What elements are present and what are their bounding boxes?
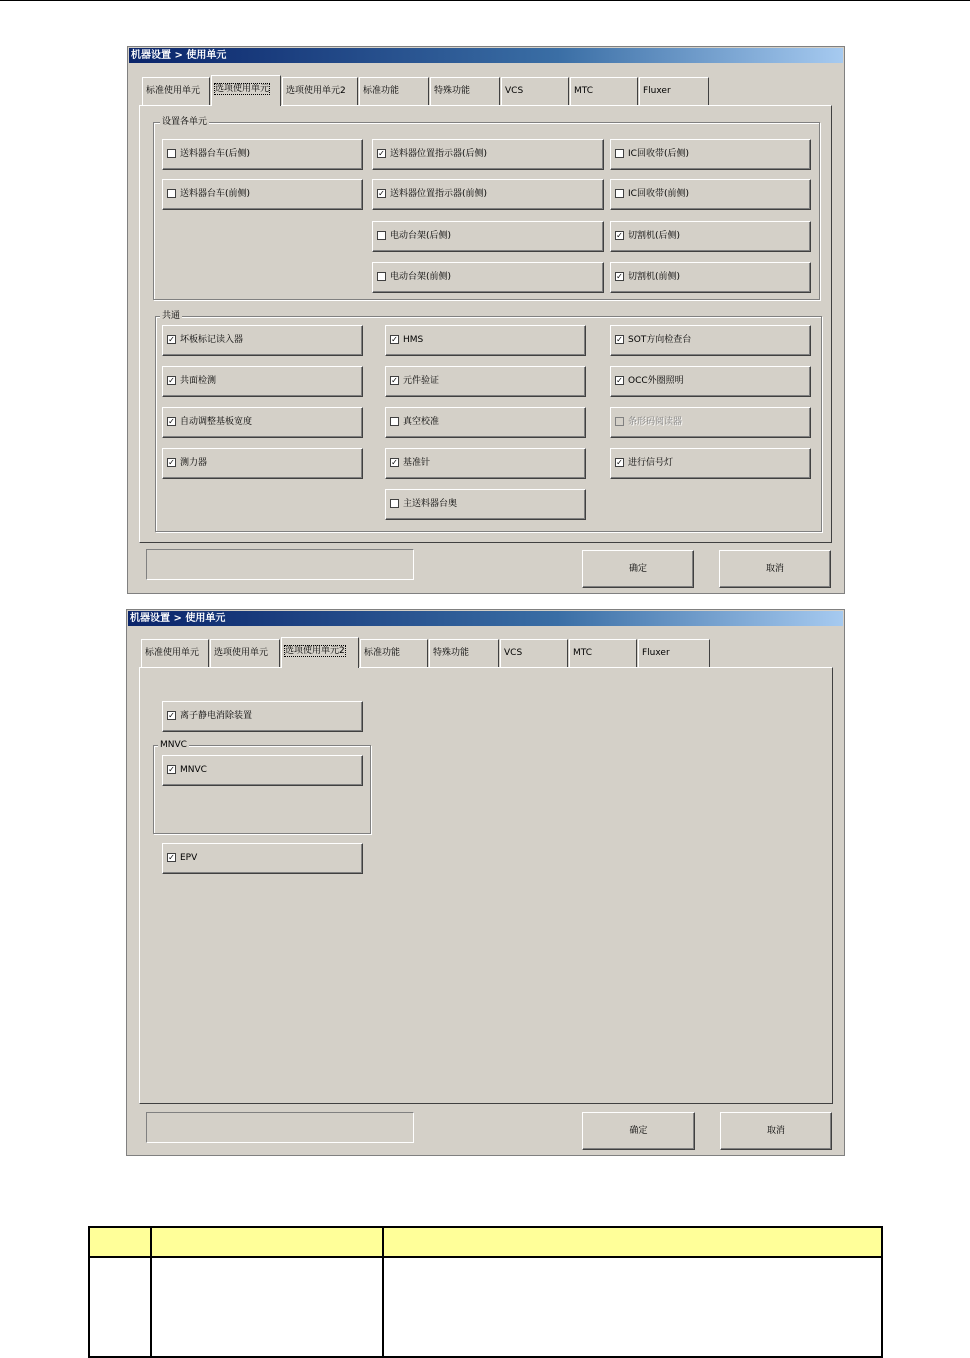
tab-panel: [139, 105, 832, 543]
ok-button[interactable]: 确定: [582, 1112, 695, 1150]
checkbox-box[interactable]: ✓: [378, 189, 385, 198]
tab-option-units[interactable]: 选项使用单元: [211, 75, 281, 106]
tab-fluxer[interactable]: Fluxer: [639, 77, 709, 105]
ok-button[interactable]: 确定: [582, 550, 694, 588]
tab-option-units-2[interactable]: 选项使用单元2: [281, 637, 359, 668]
checkbox-coplanarity[interactable]: ✓ 共面检测: [162, 366, 363, 397]
table-cell: [151, 1257, 383, 1357]
table-header-cell: [151, 1227, 383, 1257]
checkbox-box[interactable]: ✓: [168, 417, 175, 426]
checkbox-occ-lighting[interactable]: ✓ OCC外圈照明: [610, 366, 811, 397]
checkbox-box[interactable]: ✓: [168, 458, 175, 467]
tab-panel: [139, 667, 833, 1104]
tab-standard-units[interactable]: 标准使用单元: [142, 77, 210, 105]
table-header-row: [89, 1227, 882, 1257]
checkbox-bad-mark-reader[interactable]: ✓ 坏板标记读入器: [162, 325, 363, 356]
checkbox-cutter-front[interactable]: ✓ 切割机(前侧): [610, 262, 811, 293]
checkbox-box[interactable]: ✓: [616, 458, 623, 467]
checkbox-box[interactable]: ✓: [391, 376, 398, 385]
dialog-options-units: [127, 46, 845, 594]
checkbox-box[interactable]: ✓: [168, 765, 175, 774]
tab-mtc[interactable]: MTC: [569, 639, 637, 667]
checkbox-ic-recovery-rear[interactable]: IC回收带(后侧): [610, 139, 811, 170]
checkbox-box[interactable]: ✓: [168, 376, 175, 385]
checkbox-feeder-cart-rear[interactable]: 送料器台车(后侧): [162, 139, 363, 170]
checkbox-feeder-indicator-rear[interactable]: ✓ 送料器位置指示器(后侧): [372, 139, 604, 170]
table-header-cell: [89, 1227, 151, 1257]
checkbox-barcode-reader: 条形码阅读器: [610, 407, 811, 438]
checkbox-box[interactable]: ✓: [391, 458, 398, 467]
checkbox-box[interactable]: ✓: [391, 335, 398, 344]
checkbox-box[interactable]: [377, 231, 386, 240]
checkbox-box[interactable]: [377, 272, 386, 281]
doc-table: [88, 1226, 883, 1358]
checkbox-box[interactable]: ✓: [616, 335, 623, 344]
tab-vcs[interactable]: VCS: [501, 77, 569, 105]
dialog-title: 机器设置 > 使用单元: [128, 611, 843, 626]
status-box: [146, 1112, 414, 1143]
checkbox-box[interactable]: [167, 189, 176, 198]
checkbox-vacuum-calibration[interactable]: 真空校准: [385, 407, 586, 438]
checkbox-box[interactable]: [390, 417, 399, 426]
checkbox-main-feeder-table[interactable]: 主送料器台奥: [385, 489, 586, 520]
tab-fluxer[interactable]: Fluxer: [638, 639, 710, 667]
checkbox-ion-static-eliminator[interactable]: ✓ 离子静电消除装置: [162, 701, 363, 732]
checkbox-reference-pin[interactable]: ✓ 基准针: [385, 448, 586, 479]
dialog-options-units-2: [126, 609, 845, 1156]
checkbox-box[interactable]: ✓: [616, 231, 623, 240]
tab-special-functions[interactable]: 特殊功能: [429, 639, 499, 667]
tab-standard-functions[interactable]: 标准功能: [360, 639, 428, 667]
tab-option-units-2[interactable]: 选项使用单元2: [282, 77, 358, 105]
checkbox-force-gauge[interactable]: ✓ 测力器: [162, 448, 363, 479]
cancel-button[interactable]: 取消: [719, 550, 831, 588]
checkbox-hms[interactable]: ✓ HMS: [385, 325, 586, 356]
checkbox-box[interactable]: [615, 189, 624, 198]
tab-option-units[interactable]: 选项使用单元: [210, 639, 280, 667]
checkbox-auto-width[interactable]: ✓ 自动调整基板宽度: [162, 407, 363, 438]
cancel-button[interactable]: 取消: [720, 1112, 832, 1150]
checkbox-mnvc[interactable]: ✓ MNVC: [162, 755, 363, 786]
checkbox-box[interactable]: ✓: [378, 149, 385, 158]
table-cell: [383, 1257, 882, 1357]
table-row: [89, 1257, 882, 1357]
group-mnvc-label: MNVC: [160, 740, 187, 750]
checkbox-box[interactable]: ✓: [168, 335, 175, 344]
checkbox-epv[interactable]: ✓ EPV: [162, 843, 363, 874]
checkbox-cutter-rear[interactable]: ✓ 切割机(后侧): [610, 221, 811, 252]
checkbox-box[interactable]: [615, 149, 624, 158]
checkbox-feeder-cart-front[interactable]: 送料器台车(前侧): [162, 179, 363, 210]
checkbox-box[interactable]: ✓: [616, 376, 623, 385]
checkbox-box[interactable]: ✓: [168, 711, 175, 720]
checkbox-ic-recovery-front[interactable]: IC回收带(前侧): [610, 179, 811, 210]
checkbox-sot-direction[interactable]: ✓ SOT方向检查台: [610, 325, 811, 356]
checkbox-box[interactable]: ✓: [168, 853, 175, 862]
checkbox-part-verify[interactable]: ✓ 元件验证: [385, 366, 586, 397]
group-each-unit-label: 设置各单元: [162, 117, 208, 127]
checkbox-box: [615, 417, 624, 426]
checkbox-electric-stand-front[interactable]: 电动台架(前侧): [372, 262, 604, 293]
checkbox-feeder-indicator-front[interactable]: ✓ 送料器位置指示器(前侧): [372, 179, 604, 210]
page-top-rule: [0, 0, 970, 1]
checkbox-box[interactable]: ✓: [616, 272, 623, 281]
checkbox-electric-stand-rear[interactable]: 电动台架(后侧): [372, 221, 604, 252]
dialog-title: 机器设置 > 使用单元: [129, 48, 843, 63]
status-box: [146, 549, 414, 580]
table-header-cell: [383, 1227, 882, 1257]
checkbox-signal-light[interactable]: ✓ 进行信号灯: [610, 448, 811, 479]
tab-mtc[interactable]: MTC: [570, 77, 638, 105]
checkbox-box[interactable]: [390, 499, 399, 508]
tab-special-functions[interactable]: 特殊功能: [430, 77, 500, 105]
tab-standard-units[interactable]: 标准使用单元: [141, 639, 209, 667]
checkbox-box[interactable]: [167, 149, 176, 158]
tab-vcs[interactable]: VCS: [500, 639, 568, 667]
table-cell: [89, 1257, 151, 1357]
group-common-label: 共通: [162, 311, 181, 321]
tab-standard-functions[interactable]: 标准功能: [359, 77, 429, 105]
